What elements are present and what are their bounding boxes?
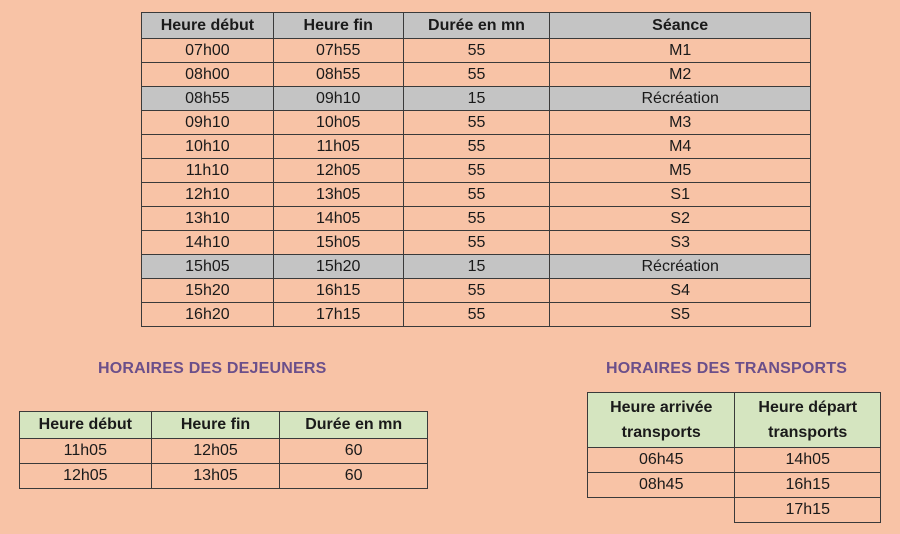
lunch-section-title: HORAIRES DES DEJEUNERS: [98, 360, 327, 377]
cell-end-time: 11h05: [273, 135, 403, 159]
departure-header-line2: transports: [768, 424, 848, 441]
cell-end-time: 15h20: [273, 255, 403, 279]
cell-end-time: 09h10: [273, 87, 403, 111]
transport-cell-arrival: 06h45: [588, 448, 735, 473]
cell-end-time: 07h55: [273, 39, 403, 63]
cell-duration: 55: [403, 207, 550, 231]
transport-cell-departure: 16h15: [735, 473, 881, 498]
cell-session: M4: [550, 135, 811, 159]
table-row: [142, 159, 811, 183]
transport-cell-departure: 14h05: [735, 448, 881, 473]
cell-session: S3: [550, 231, 811, 255]
transport-section-title: HORAIRES DES TRANSPORTS: [606, 360, 848, 377]
cell-duration: 55: [403, 303, 550, 327]
lunch-header-start: Heure début: [20, 412, 152, 439]
header-session: Séance: [550, 13, 811, 39]
cell-end-time: 10h05: [273, 111, 403, 135]
cell-session: S5: [550, 303, 811, 327]
cell-end-time: 13h05: [273, 183, 403, 207]
table-row: [20, 439, 428, 464]
cell-session: S4: [550, 279, 811, 303]
lunch-cell-end: 12h05: [151, 439, 280, 464]
cell-start-time: 07h00: [142, 39, 274, 63]
table-row: [142, 279, 811, 303]
class-schedule-table: [141, 12, 811, 327]
table-row: [142, 87, 811, 111]
table-row: [142, 111, 811, 135]
header-start-time: Heure début: [142, 13, 274, 39]
cell-end-time: 16h15: [273, 279, 403, 303]
cell-duration: 55: [403, 39, 550, 63]
cell-session: S2: [550, 207, 811, 231]
transport-header-row: [588, 393, 881, 448]
lunch-header-duration: Durée en mn: [280, 412, 428, 439]
schedule-header-row: [142, 13, 811, 39]
cell-session: Récréation: [550, 255, 811, 279]
cell-session: M5: [550, 159, 811, 183]
cell-start-time: 08h55: [142, 87, 274, 111]
header-duration: Durée en mn: [403, 13, 550, 39]
cell-duration: 55: [403, 111, 550, 135]
lunch-cell-start: 12h05: [20, 464, 152, 489]
cell-start-time: 10h10: [142, 135, 274, 159]
table-row: [142, 255, 811, 279]
table-row: [588, 498, 881, 523]
table-row: [142, 63, 811, 87]
header-end-time: Heure fin: [273, 13, 403, 39]
cell-start-time: 13h10: [142, 207, 274, 231]
cell-session: M2: [550, 63, 811, 87]
cell-end-time: 15h05: [273, 231, 403, 255]
transport-cell-departure: 17h15: [735, 498, 881, 523]
cell-start-time: 12h10: [142, 183, 274, 207]
table-row: [142, 303, 811, 327]
cell-end-time: 12h05: [273, 159, 403, 183]
table-row: [142, 39, 811, 63]
cell-duration: 55: [403, 231, 550, 255]
lunch-cell-start: 11h05: [20, 439, 152, 464]
transport-header-arrival: [588, 393, 735, 448]
lunch-header-row: [20, 412, 428, 439]
cell-start-time: 14h10: [142, 231, 274, 255]
table-row: [142, 207, 811, 231]
cell-duration: 55: [403, 63, 550, 87]
cell-start-time: 11h10: [142, 159, 274, 183]
cell-duration: 55: [403, 183, 550, 207]
lunch-header-end: Heure fin: [151, 412, 280, 439]
cell-start-time: 09h10: [142, 111, 274, 135]
cell-start-time: 08h00: [142, 63, 274, 87]
lunch-cell-duration: 60: [280, 439, 428, 464]
cell-start-time: 15h05: [142, 255, 274, 279]
lunch-cell-duration: 60: [280, 464, 428, 489]
lunch-cell-end: 13h05: [151, 464, 280, 489]
arrival-header-line2: transports: [621, 424, 701, 441]
table-row: [142, 183, 811, 207]
cell-session: M1: [550, 39, 811, 63]
table-row: [588, 473, 881, 498]
table-row: [588, 448, 881, 473]
departure-header-line1: Heure départ: [758, 399, 858, 416]
cell-start-time: 15h20: [142, 279, 274, 303]
transport-schedule-table: [587, 392, 881, 523]
transport-header-departure: [735, 393, 881, 448]
cell-session: S1: [550, 183, 811, 207]
cell-start-time: 16h20: [142, 303, 274, 327]
cell-duration: 55: [403, 159, 550, 183]
arrival-header-line1: Heure arrivée: [610, 399, 713, 416]
table-row: [142, 231, 811, 255]
cell-duration: 55: [403, 279, 550, 303]
cell-end-time: 17h15: [273, 303, 403, 327]
transport-cell-arrival: [588, 498, 735, 523]
lunch-schedule-table: [19, 411, 428, 489]
cell-end-time: 08h55: [273, 63, 403, 87]
cell-end-time: 14h05: [273, 207, 403, 231]
table-row: [142, 135, 811, 159]
table-row: [20, 464, 428, 489]
cell-duration: 15: [403, 255, 550, 279]
cell-session: M3: [550, 111, 811, 135]
cell-session: Récréation: [550, 87, 811, 111]
cell-duration: 15: [403, 87, 550, 111]
transport-cell-arrival: 08h45: [588, 473, 735, 498]
cell-duration: 55: [403, 135, 550, 159]
